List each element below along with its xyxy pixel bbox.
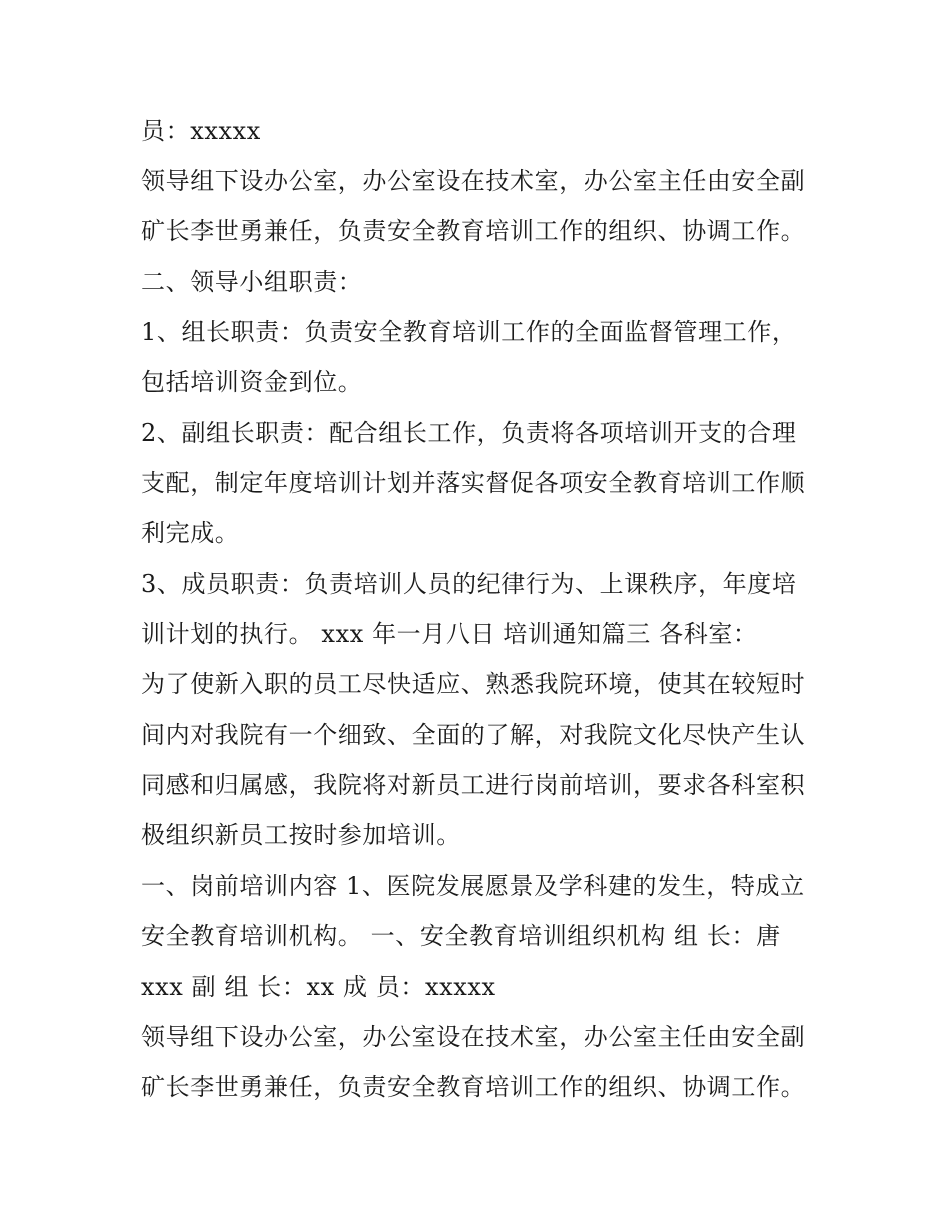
text-line: 间内对我院有一个细致、全面的了解，对我院文化尽快产生认 bbox=[141, 721, 806, 749]
text-line: 领导组下设办公室，办公室设在技术室，办公室主任由安全副 bbox=[141, 167, 806, 195]
text-line: 3、成员职责：负责培训人员的纪律行为、上课秩序，年度培 bbox=[141, 570, 797, 598]
text-line: 包括培训资金到位。 bbox=[141, 368, 363, 396]
text-line: 1、组长职责：负责安全教育培训工作的全面监督管理工作， bbox=[141, 318, 797, 346]
text-line: 极组织新员工按时参加培训。 bbox=[141, 821, 461, 849]
text-line: 领导组下设办公室，办公室设在技术室，办公室主任由安全副 bbox=[141, 1023, 806, 1051]
text-line: 一、岗前培训内容 1、医院发展愿景及学科建的发生，特成立 bbox=[141, 872, 805, 900]
text-line: 员：xxxxx bbox=[141, 117, 261, 145]
text-line: 训计划的执行。 xxx 年一月八日 培训通知篇三 各科室： bbox=[141, 620, 758, 648]
text-line: 矿长李世勇兼任，负责安全教育培训工作的组织、协调工作。 bbox=[141, 217, 806, 245]
text-line: 同感和归属感，我院将对新员工进行岗前培训，要求各科室积 bbox=[141, 771, 806, 799]
text-line: xxx 副 组 长：xx 成 员：xxxxx bbox=[141, 973, 496, 1001]
text-line: 支配，制定年度培训计划并落实督促各项安全教育培训工作顺 bbox=[141, 469, 806, 497]
text-line: 利完成。 bbox=[141, 519, 240, 547]
text-line: 矿长李世勇兼任，负责安全教育培训工作的组织、协调工作。 bbox=[141, 1073, 806, 1101]
text-line: 为了使新入职的员工尽快适应、熟悉我院环境，使其在较短时 bbox=[141, 670, 806, 698]
section-heading: 二、领导小组职责： bbox=[141, 268, 363, 296]
text-line: 安全教育培训机构。 一、安全教育培训组织机构 组 长：唐 bbox=[141, 922, 781, 950]
text-line: 2、副组长职责：配合组长工作，负责将各项培训开支的合理 bbox=[141, 419, 797, 447]
